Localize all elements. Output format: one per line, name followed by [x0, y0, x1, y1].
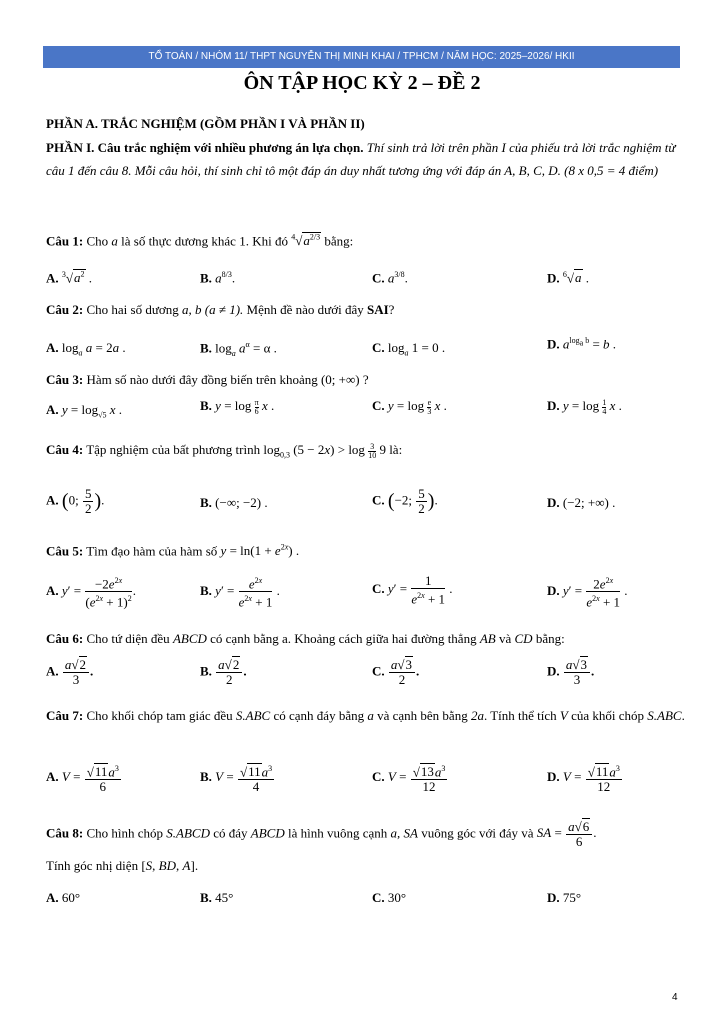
q7-var-2: a	[367, 708, 374, 723]
question-8-part2	[46, 858, 198, 874]
q3-interval: (0; +∞) ?	[320, 372, 369, 387]
q7-option-a[interactable]: A. V = $\frac{√11a^3}{6}$	[46, 764, 119, 795]
q8-var-3: a, SA	[390, 825, 418, 841]
q3-text-1: Hàm số nào dưới đây đồng biến trên khoảng	[86, 372, 318, 387]
q2-sai: SAI	[366, 302, 389, 317]
q8-option-a[interactable]: A. 60°	[46, 890, 81, 905]
question-1	[46, 230, 353, 249]
q7-text-4: . Tính thể tích	[483, 708, 557, 723]
q4-option-d[interactable]: D. (−2; +∞) .	[547, 495, 616, 510]
q5-option-d[interactable]: D. y′ = $\frac{2e^{2x}}{e^{2x} + 1}$ .	[547, 576, 628, 610]
q3-option-b[interactable]: B. y = log $\frac{\pi}{6}$ x .	[200, 397, 275, 416]
q5-option-b[interactable]: B. y′ = $\frac{e^{2x}}{e^{2x} + 1}$ .	[200, 576, 280, 610]
q6-text-2: có cạnh bằng a. Khoảng cách giữa hai đường thẳng	[210, 631, 477, 646]
question-6	[46, 631, 565, 647]
q4-text-1: Tập nghiệm của bất phương trình	[86, 442, 261, 457]
q7-option-d[interactable]: D. V = $\frac{√11a^3}{12}$	[547, 764, 620, 795]
q2-qmark: ?	[388, 302, 395, 317]
q8-text-4: vuông góc với đáy và	[421, 825, 534, 841]
q2-option-a[interactable]: A. $\log_a a = 2a$ .	[46, 340, 126, 358]
q8-dihedral: [S, BD, A]	[141, 858, 195, 873]
q6-var-1: ABCD	[172, 631, 207, 646]
q7-option-c[interactable]: C. V = $\frac{√13a^3}{12}$	[372, 764, 446, 795]
q7-label: Câu 7:	[46, 708, 84, 723]
q2-option-c[interactable]: C. $\log_a 1 = 0$ .	[372, 340, 446, 358]
q1-label: Câu 1:	[46, 233, 84, 249]
q2-option-d[interactable]: D. $a^{log_a b} = b$ .	[547, 336, 617, 352]
q6-text-1: Cho tứ diện đều	[86, 631, 170, 646]
q8-option-b[interactable]: B. 45°	[200, 890, 234, 905]
q8-option-c[interactable]: C. 30°	[372, 890, 407, 905]
q7-var-5: S.ABC	[647, 708, 682, 723]
page-number: 4	[672, 992, 678, 1003]
q7-text-1: Cho khối chóp tam giác đều	[86, 708, 233, 723]
q6-option-d[interactable]: D. $\frac{a√3}{3}$ .	[547, 657, 595, 687]
q7-text-6: khối chóp	[592, 708, 645, 723]
q1-option-b[interactable]: B. $a^{8/3}$.	[200, 270, 236, 286]
q3-label: Câu 3:	[46, 372, 84, 387]
q3-option-c[interactable]: C. y = log $\frac{e}{3}$ x .	[372, 397, 447, 416]
header-banner: TỔ TOÁN / NHÓM 11/ THPT NGUYỄN THỊ MINH KHAI / TPHCM / NĂM HỌC: 2025–2026/ HKII	[43, 46, 680, 68]
q3-option-a[interactable]: A. $y = \log_{√5} x$ .	[46, 402, 123, 420]
q8-var-1: S.ABCD	[166, 825, 210, 841]
q4-option-a[interactable]: A. (0; $\frac{5}{2}$ ).	[46, 486, 105, 516]
q7-option-b[interactable]: B. V = $\frac{√11a^3}{4}$	[200, 764, 273, 795]
q8-sa-value: SA = $\frac{a√6}{6}$ .	[536, 819, 597, 849]
q8-label: Câu 8:	[46, 825, 84, 841]
q1-option-a[interactable]: A. $^3√a^2$ .	[46, 270, 93, 286]
q7-var-3: 2a	[470, 708, 484, 723]
q7-var-4: V	[559, 708, 568, 723]
q8-text-5: Tính góc nhị diện	[46, 858, 139, 873]
q6-label: Câu 6:	[46, 631, 84, 646]
q4-label: Câu 4:	[46, 442, 84, 457]
q1-text-2: là số thực dương khác 1. Khi đó	[121, 233, 288, 249]
q1-text-3: bằng:	[324, 233, 354, 249]
question-5	[46, 540, 299, 559]
q6-var-3: CD	[514, 631, 533, 646]
q2-text-1: Cho hai số dương	[86, 302, 179, 317]
q7-text-3: và cạnh bên bằng	[377, 708, 468, 723]
q5-text-1: Tìm đạo hàm của hàm số	[86, 543, 218, 559]
q7-text-7: .	[681, 708, 685, 723]
q8-text-3: là hình vuông cạnh	[287, 825, 388, 841]
q4-text-2: là:	[389, 442, 403, 457]
q7-text-2: có cạnh đáy bằng	[273, 708, 365, 723]
q2-condition: a, b (a ≠ 1).	[182, 302, 244, 317]
page-title: ÔN TẬP HỌC KỲ 2 – ĐỀ 2	[243, 72, 481, 94]
q1-expression: $^4√a^{2/3}$	[291, 233, 321, 249]
q1-text-1: Cho	[86, 233, 109, 249]
q8-text-1: Cho hình chóp	[86, 825, 164, 841]
q1-var: a	[111, 233, 118, 249]
q5-option-a[interactable]: A. y′ = $\frac{-2e^{2x}}{(e^{2x} + 1)^2}$ .	[46, 576, 136, 610]
q7-var-1: S.ABC	[235, 708, 271, 723]
q6-text-3: và	[498, 631, 512, 646]
q5-label: Câu 5:	[46, 543, 84, 559]
q3-option-d[interactable]: D. y = log $\frac{1}{4}$ x .	[547, 397, 622, 416]
q5-option-c[interactable]: C. y′ = $\frac{1}{e^{2x} + 1}$ .	[372, 573, 453, 607]
q4-option-c[interactable]: C. (−2; $\frac{5}{2}$ ).	[372, 486, 438, 516]
part1-text: Thí sinh trả lời trên phần I của phiếu trả lời trắc nghiệm từ câu 1 đến câu 8. Mỗi câu hỏi, thí sinh chỉ tô một đáp án duy nhất tương ứng với đáp án A, B, C, D. (8 x 0,5 = 4 điểm)	[46, 140, 676, 178]
q2-text-2: Mệnh đề nào dưới đây	[246, 302, 364, 317]
q8-var-2: ABCD	[250, 825, 285, 841]
q5-function: $y = \ln(1 + e^{2x})$ .	[220, 543, 300, 559]
question-8	[46, 820, 596, 849]
question-7	[46, 704, 686, 727]
q6-option-c[interactable]: C. $\frac{a√3}{2}$ .	[372, 657, 420, 687]
q8-text-2: có đáy	[213, 825, 248, 841]
section-heading: PHẦN A. TRẮC NGHIỆM (GỒM PHẦN I VÀ PHẦN II)	[46, 116, 365, 131]
q6-option-b[interactable]: B. $\frac{a√2}{2}$ .	[200, 657, 247, 687]
q1-option-c[interactable]: C. $a^{3/8}$.	[372, 270, 408, 286]
q8-text-6: .	[194, 858, 199, 873]
q6-option-a[interactable]: A. $\frac{a√2}{3}$ .	[46, 657, 94, 687]
q8-option-d[interactable]: D. 75°	[547, 890, 582, 905]
q2-option-b[interactable]: B. $\log_a a^\alpha = \alpha$ .	[200, 340, 277, 358]
question-2	[46, 302, 394, 318]
q4-inequality: $\log_{0,3} (5 - 2x) > \log$ $\frac{3}{10}$ 9	[263, 441, 386, 460]
q6-text-4: bằng:	[535, 631, 565, 646]
q2-label: Câu 2:	[46, 302, 84, 317]
part1-instructions	[46, 136, 686, 182]
q4-option-b[interactable]: B. (−∞; −2) .	[200, 495, 268, 510]
question-3	[46, 372, 369, 388]
q7-text-5: của	[571, 708, 590, 723]
question-4	[46, 442, 402, 464]
part1-label: PHẦN I. Câu trắc nghiệm với nhiều phương án lựa chọn.	[46, 140, 364, 155]
q6-var-2: AB	[479, 631, 496, 646]
q1-option-d[interactable]: D. $^6$√a .	[547, 270, 590, 286]
